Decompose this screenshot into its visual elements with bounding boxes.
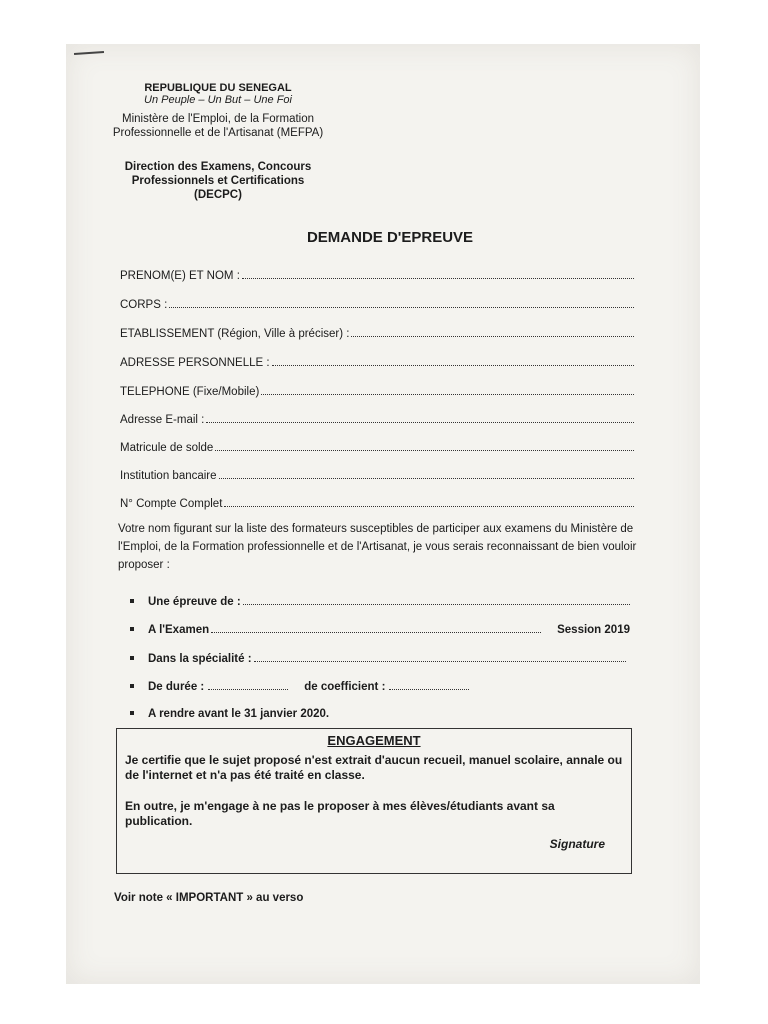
field-institution[interactable] (120, 466, 634, 482)
field-label: CORPS : (120, 299, 168, 311)
field-label: N° Compte Complet (120, 498, 223, 510)
fill-line[interactable] (215, 449, 634, 451)
fill-line[interactable] (272, 364, 634, 366)
bullet-specialite[interactable] (130, 649, 626, 665)
field-label: PRENOM(E) ET NOM : (120, 270, 240, 282)
direction-line-3: (DECPC) (194, 189, 242, 201)
ministry-name (108, 112, 328, 140)
fill-line[interactable] (206, 421, 634, 423)
bullet-examen[interactable] (130, 620, 630, 636)
verso-footnote: Voir note « IMPORTANT » au verso (114, 892, 304, 904)
fill-line[interactable] (351, 335, 634, 337)
direction-name (108, 160, 328, 202)
fill-line[interactable] (219, 477, 634, 479)
field-label: Adresse E-mail : (120, 414, 205, 426)
ministry-line-2: Professionnelle et de l'Artisanat (MEFPA) (112, 127, 324, 139)
bullet-label: A l'Examen (148, 624, 210, 636)
engagement-title: ENGAGEMENT (327, 733, 421, 748)
fill-line[interactable] (243, 603, 630, 605)
fill-line[interactable] (242, 277, 634, 279)
fill-line[interactable] (254, 660, 626, 662)
fill-line[interactable] (389, 688, 469, 690)
field-adresse[interactable] (120, 353, 634, 369)
engagement-text-2: En outre, je m'engage à ne pas le proposer à mes élèves/étudiants avant sa publication. (125, 799, 555, 828)
field-matricule[interactable] (120, 438, 634, 454)
coefficient-label: de coefficient : (304, 681, 386, 693)
bullet-epreuve[interactable] (130, 592, 630, 608)
signature-label: Signature (549, 837, 605, 851)
fill-line[interactable] (169, 306, 634, 308)
field-email[interactable] (120, 410, 634, 426)
bullet-label: De durée : (148, 681, 205, 693)
field-label: Matricule de solde (120, 442, 214, 454)
field-label: Institution bancaire (120, 470, 217, 482)
bullet-marker (130, 684, 134, 688)
bullet-label: Une épreuve de : (148, 596, 241, 608)
republic-label: REPUBLIQUE DU SENEGAL (144, 82, 292, 94)
bullet-marker (130, 711, 134, 715)
field-compte[interactable] (120, 494, 634, 510)
field-label: ADRESSE PERSONNELLE : (120, 357, 270, 369)
fill-line[interactable] (208, 688, 288, 690)
bullet-marker (130, 599, 134, 603)
direction-line-2: Professionnels et Certifications (131, 175, 305, 187)
bullet-label: Dans la spécialité : (148, 653, 252, 665)
session-label: Session 2019 (557, 624, 630, 636)
field-name[interactable] (120, 266, 634, 282)
direction-line-1: Direction des Examens, Concours (124, 161, 312, 173)
bullet-deadline (130, 704, 329, 720)
engagement-box (116, 728, 632, 874)
field-telephone[interactable] (120, 382, 634, 398)
field-label: ETABLISSEMENT (Région, Ville à préciser) : (120, 328, 350, 340)
national-motto: Un Peuple – Un But – Une Foi (144, 94, 292, 106)
document-title: DEMANDE D'EPREUVE (306, 229, 474, 246)
bullet-marker (130, 656, 134, 660)
bullet-duree-coefficient[interactable] (130, 677, 469, 693)
field-etablissement[interactable] (120, 324, 634, 340)
ministry-line-1: Ministère de l'Emploi, de la Formation (121, 113, 315, 125)
fill-line[interactable] (211, 631, 541, 633)
bullet-marker (130, 627, 134, 631)
fill-line[interactable] (261, 393, 634, 395)
field-label: TELEPHONE (Fixe/Mobile) (120, 386, 260, 398)
fill-line[interactable] (224, 505, 634, 507)
engagement-text-1: Je certifie que le sujet proposé n'est extrait d'aucun recueil, manuel scolaire, annale ou de l'internet et n'a pas été traité en classe. (125, 753, 623, 782)
field-corps[interactable] (120, 295, 634, 311)
request-paragraph: Votre nom figurant sur la liste des formateurs susceptibles de participer aux examens du Ministère de l'Emploi, de la Formation professionnelle et de l'Artisanat, je vous serais reconnaissant de bien vouloir proposer : (118, 523, 637, 571)
bullet-label: A rendre avant le 31 janvier 2020. (148, 708, 330, 720)
